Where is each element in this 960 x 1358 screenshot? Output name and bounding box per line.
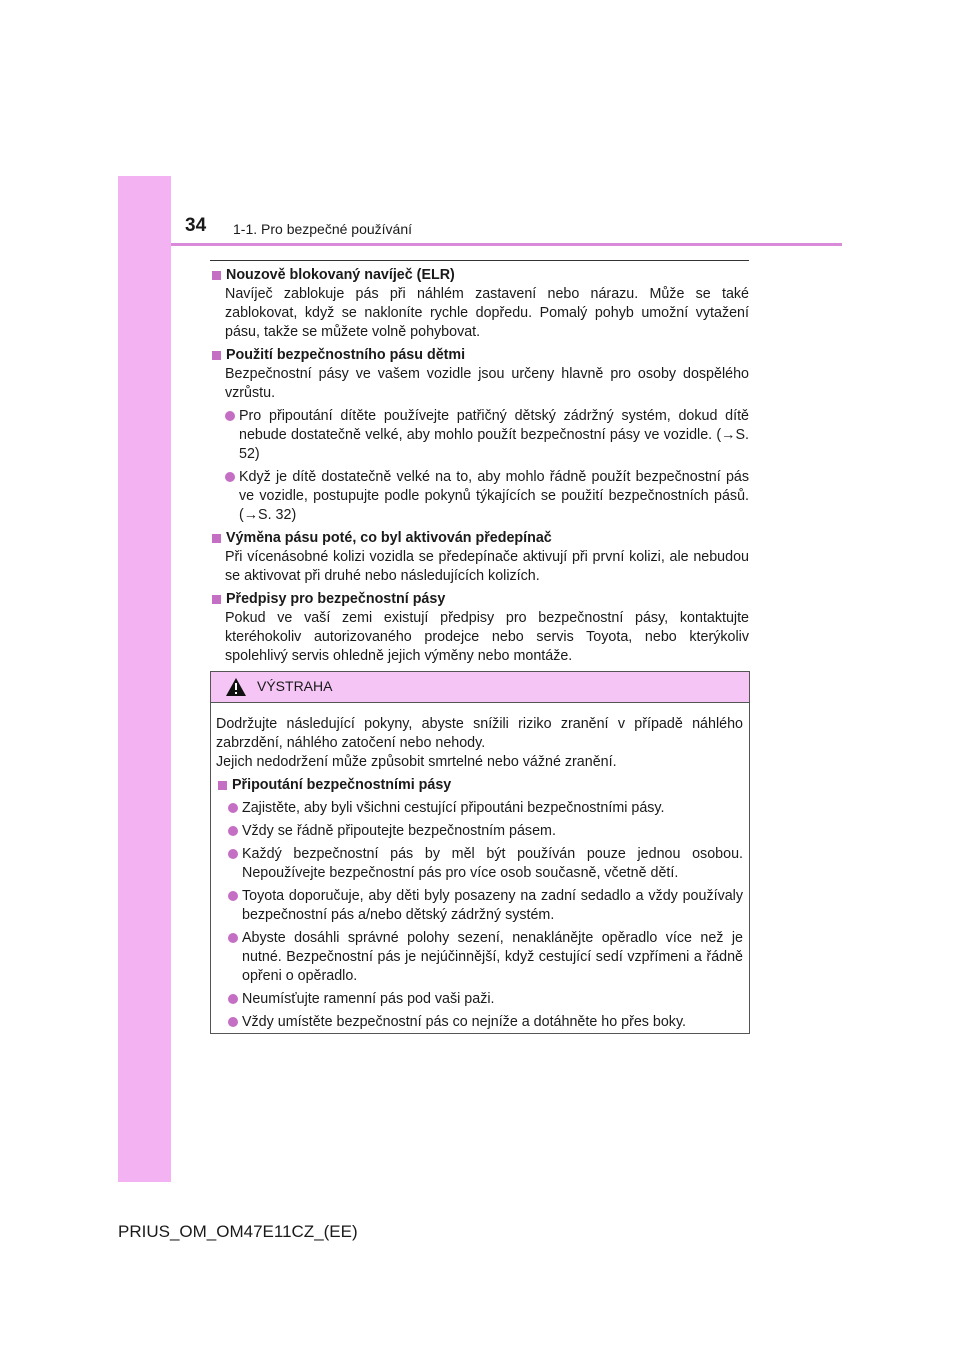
- round-bullet-icon: [228, 891, 238, 901]
- subsection-pretensioner: [210, 529, 749, 586]
- subsection-title: Výměna pásu poté, co byl aktivován předepínač: [210, 529, 749, 548]
- round-bullet-icon: [228, 933, 238, 943]
- subsection-title: Nouzově blokovaný navíječ (ELR): [210, 266, 749, 285]
- round-bullet-icon: [228, 1017, 238, 1027]
- square-bullet-icon: [212, 351, 221, 360]
- round-bullet-icon: [228, 826, 238, 836]
- list-item: Toyota doporučuje, aby děti byly posazeny na zadní sedadlo a vždy používaly bezpečnostní pás a/nebo dětský zádržný systém.: [228, 887, 743, 925]
- list-item: Když je dítě dostatečně velké na to, aby mohlo řádně použít bezpečnostní pás ve vozidle, postupujte podle pokynů týkajících se použití bezpečnostních pásů. (→S. 32): [225, 468, 749, 525]
- round-bullet-icon: [225, 472, 235, 482]
- warning-intro-2: Jejich nedodržení může způsobit smrtelné nebo vážné zranění.: [216, 754, 617, 770]
- paragraph: Bezpečnostní pásy ve vašem vozidle jsou určeny hlavně pro osoby dospělého vzrůstu.: [225, 366, 749, 401]
- paragraph: Navíječ zablokuje pás při náhlém zastavení nebo nárazu. Může se také zablokovat, když se nakloníte rychle dopředu. Pomalý pohyb umožní vytažení pásu, takže se můžete volně pohybovat.: [225, 286, 749, 340]
- warning-title: VÝSTRAHA: [257, 678, 333, 694]
- list-item: Každý bezpečnostní pás by měl být používán pouze jednou osobou. Nepoužívejte bezpečnostní pás pro více osob současně, včetně dětí.: [228, 845, 743, 883]
- square-bullet-icon: [212, 271, 221, 280]
- header-rule: [171, 243, 842, 246]
- section-title: 1-1. Pro bezpečné používání: [233, 221, 413, 237]
- subsection-title: Předpisy pro bezpečnostní pásy: [210, 590, 749, 609]
- list-item: Neumísťujte ramenní pás pod vaši paži.: [228, 990, 743, 1009]
- round-bullet-icon: [228, 803, 238, 813]
- list-item: Vždy se řádně připoutejte bezpečnostním pásem.: [228, 822, 743, 841]
- content-rule: [210, 260, 749, 261]
- warning-subtitle: Připoutání bezpečnostními pásy: [216, 776, 743, 795]
- round-bullet-icon: [225, 411, 235, 421]
- square-bullet-icon: [212, 534, 221, 543]
- square-bullet-icon: [212, 595, 221, 604]
- round-bullet-icon: [228, 994, 238, 1004]
- paragraph: Pokud ve vaší zemi existují předpisy pro bezpečnostní pásy, kontaktujte kteréhokoliv autorizovaného prodejce nebo servis Toyota, nebo kterýkoliv spolehlivý servis ohledně jejich výměny nebo montáže.: [225, 610, 749, 664]
- page-number: 34: [185, 215, 207, 236]
- round-bullet-icon: [228, 849, 238, 859]
- list-item: Abyste dosáhli správné polohy sezení, nenaklánějte opěradlo více než je nutné. Bezpečnostní pás je nejúčinnější, když cestující sedí vzpřímeni a řádně opřeni o opěradlo.: [228, 929, 743, 986]
- footer-code: PRIUS_OM_OM47E11CZ_(EE): [118, 1222, 358, 1241]
- warning-body: [211, 703, 749, 1032]
- warning-triangle-icon: [225, 677, 247, 702]
- warning-intro: Dodržujte následující pokyny, abyste snížili riziko zranění v případě náhlého zabrzdění, náhlého zatočení nebo nehody.: [216, 716, 743, 751]
- subsection-elr: [210, 266, 749, 342]
- subsection-regulations: [210, 590, 749, 666]
- warning-box: [210, 671, 750, 1034]
- warning-header: [211, 672, 749, 703]
- paragraph: Při vícenásobné kolizi vozidla se předepínače aktivují při první kolizi, ale nebudou se aktivovat při druhé nebo následujících kolizích.: [225, 549, 749, 584]
- subsection-children: [210, 346, 749, 525]
- main-content: [210, 266, 749, 670]
- square-bullet-icon: [218, 781, 227, 790]
- list-item: Zajistěte, aby byli všichni cestující připoutáni bezpečnostními pásy.: [228, 799, 743, 818]
- side-tab-bar: [118, 176, 171, 1182]
- subsection-title: Použití bezpečnostního pásu dětmi: [210, 346, 749, 365]
- list-item: Vždy umístěte bezpečnostní pás co nejníže a dotáhněte ho přes boky.: [228, 1013, 743, 1032]
- list-item: Pro připoutání dítěte používejte patřičný dětský zádržný systém, dokud dítě nebude dostatečně velké, aby mohlo použít bezpečnostní pásy ve vozidle. (→S. 52): [225, 407, 749, 464]
